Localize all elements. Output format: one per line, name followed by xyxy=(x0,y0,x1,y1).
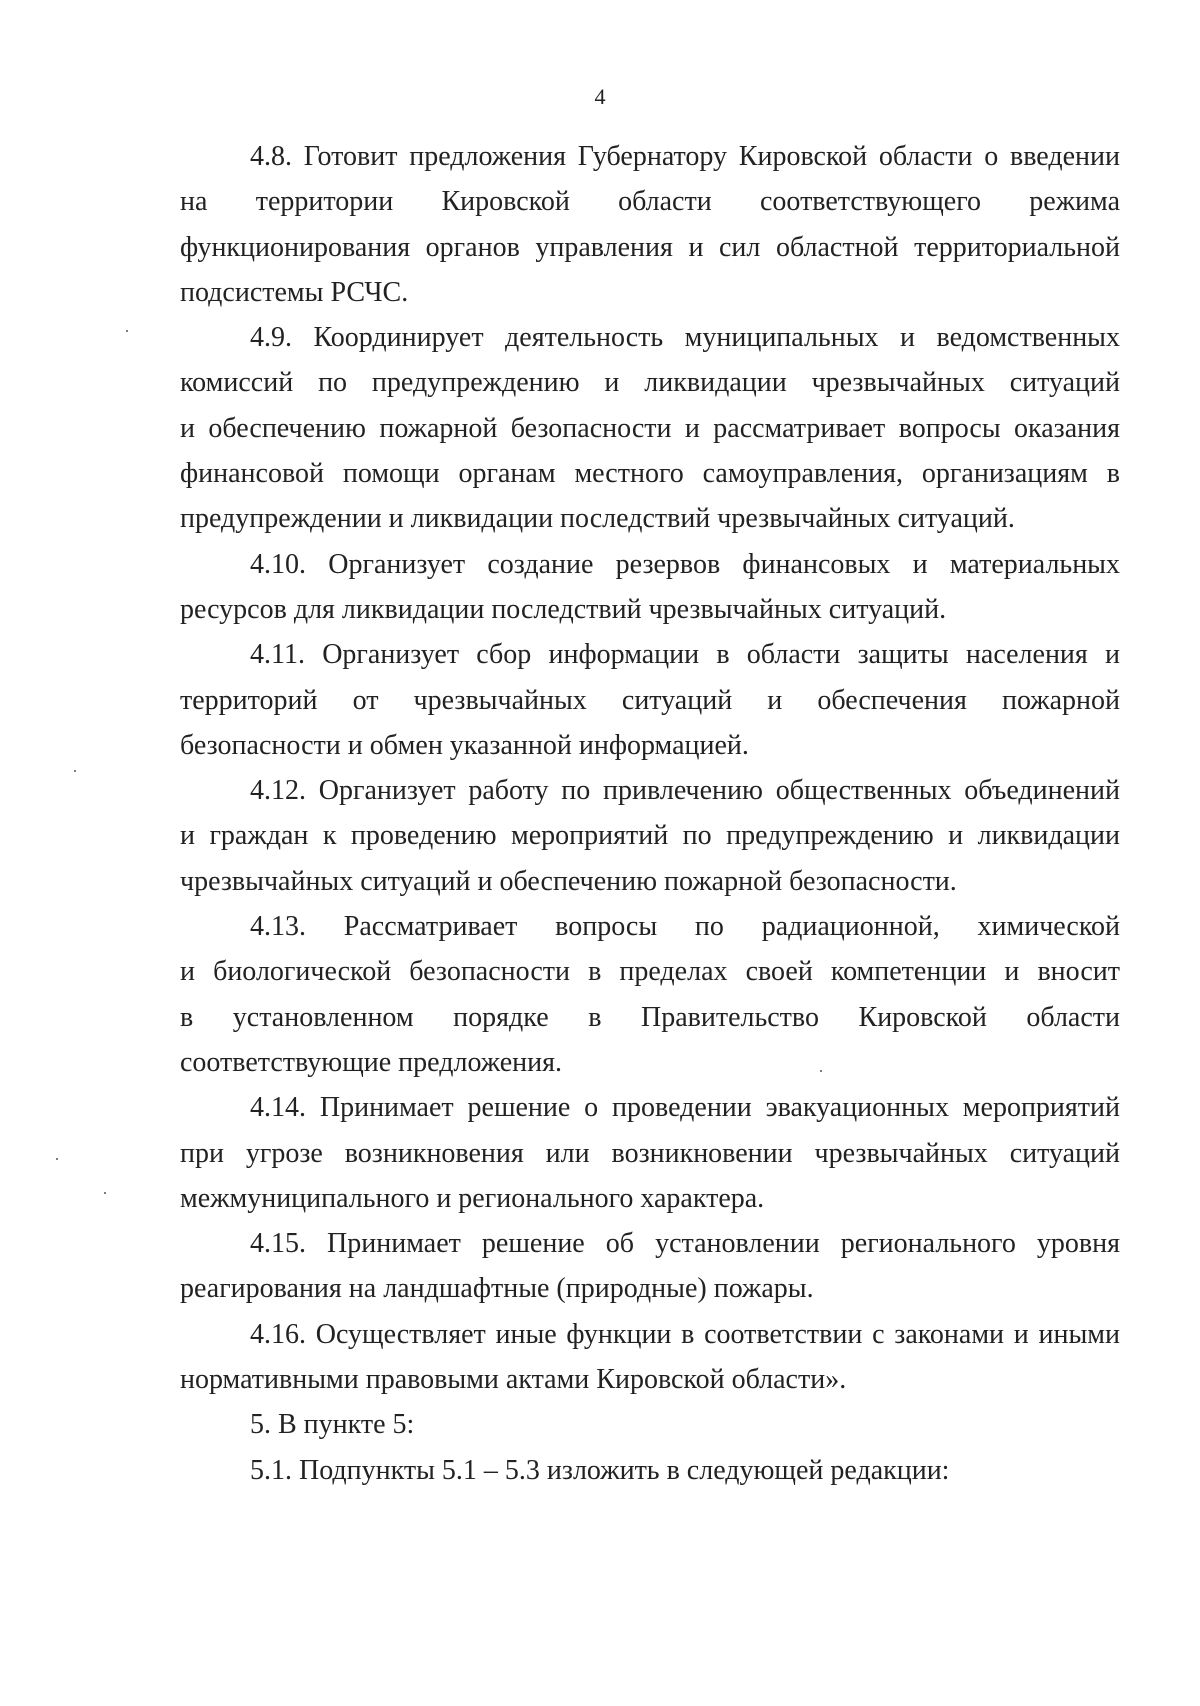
scan-speck xyxy=(104,1192,106,1194)
text-line: и обеспечению пожарной безопасности и рассматривает вопросы оказания xyxy=(180,412,1120,444)
paragraph-p-4-10 xyxy=(180,542,1120,633)
text-line: 4.8. Готовит предложения Губернатору Кировской области о введении xyxy=(250,141,1120,172)
paragraph-p-4-8 xyxy=(180,134,1120,315)
paragraph-p-4-13 xyxy=(180,904,1120,1085)
paragraph-p-4-11 xyxy=(180,632,1120,768)
text-line: 5. В пункте 5: xyxy=(250,1409,415,1441)
text-line: финансовой помощи органам местного самоуправления, организациям в xyxy=(180,458,1120,490)
text-line: ресурсов для ликвидации последствий чрезвычайных ситуаций. xyxy=(180,593,947,625)
text-line: 4.10. Организует создание резервов финансовых и материальных xyxy=(250,548,1120,580)
text-line: нормативными правовыми актами Кировской области». xyxy=(180,1364,847,1396)
text-line: подсистемы РСЧС. xyxy=(180,276,409,308)
scan-speck xyxy=(56,1158,58,1160)
text-line: территорий от чрезвычайных ситуаций и обеспечения пожарной xyxy=(180,684,1120,716)
scan-speck xyxy=(74,770,76,772)
text-line: комиссий по предупреждению и ликвидации чрезвычайных ситуаций xyxy=(180,367,1120,399)
text-line: на территории Кировской области соответствующего режима xyxy=(180,186,1120,218)
text-line: 4.12. Организует работу по привлечению общественных объединений xyxy=(250,775,1120,807)
text-line: 4.13. Рассматривает вопросы по радиационной, химической xyxy=(250,911,1120,943)
text-line: соответствующие предложения. xyxy=(180,1046,562,1078)
text-line: и биологической безопасности в пределах своей компетенции и вносит xyxy=(180,956,1120,988)
text-line: при угрозе возникновения или возникновении чрезвычайных ситуаций xyxy=(180,1137,1120,1169)
scan-speck xyxy=(126,330,128,332)
paragraph-p-4-9 xyxy=(180,315,1120,541)
paragraph-p-4-16 xyxy=(180,1312,1120,1403)
text-line: реагирования на ландшафтные (природные) пожары. xyxy=(180,1273,814,1305)
text-line: 4.15. Принимает решение об установлении регионального уровня xyxy=(250,1228,1120,1260)
text-line: межмуниципального и регионального характера. xyxy=(180,1182,765,1214)
text-line: безопасности и обмен указанной информацией. xyxy=(180,729,749,761)
paragraph-p-4-15 xyxy=(180,1221,1120,1312)
paragraph-p-5-1 xyxy=(180,1448,1120,1493)
scan-speck xyxy=(820,1070,822,1072)
text-line: 4.11. Организует сбор информации в области защиты населения и xyxy=(250,639,1120,671)
page-number: 4 xyxy=(594,84,606,109)
paragraph-p-5 xyxy=(180,1402,1120,1447)
paragraph-p-4-14 xyxy=(180,1085,1120,1221)
text-line: функционирования органов управления и сил областной территориальной xyxy=(180,231,1120,263)
document-body xyxy=(180,134,1120,1493)
text-line: в установленном порядке в Правительство Кировской области xyxy=(180,1001,1120,1033)
text-line: 4.14. Принимает решение о проведении эвакуационных мероприятий xyxy=(250,1092,1120,1124)
text-line: чрезвычайных ситуаций и обеспечению пожарной безопасности. xyxy=(180,865,957,897)
text-line: 4.9. Координирует деятельность муниципальных и ведомственных xyxy=(250,322,1120,354)
text-line: 5.1. Подпункты 5.1 – 5.3 изложить в следующей редакции: xyxy=(250,1454,950,1486)
text-line: предупреждении и ликвидации последствий чрезвычайных ситуаций. xyxy=(180,503,1015,535)
paragraph-p-4-12 xyxy=(180,768,1120,904)
text-line: и граждан к проведению мероприятий по предупреждению и ликвидации xyxy=(180,820,1120,852)
text-line: 4.16. Осуществляет иные функции в соответствии с законами и иными xyxy=(250,1318,1120,1350)
